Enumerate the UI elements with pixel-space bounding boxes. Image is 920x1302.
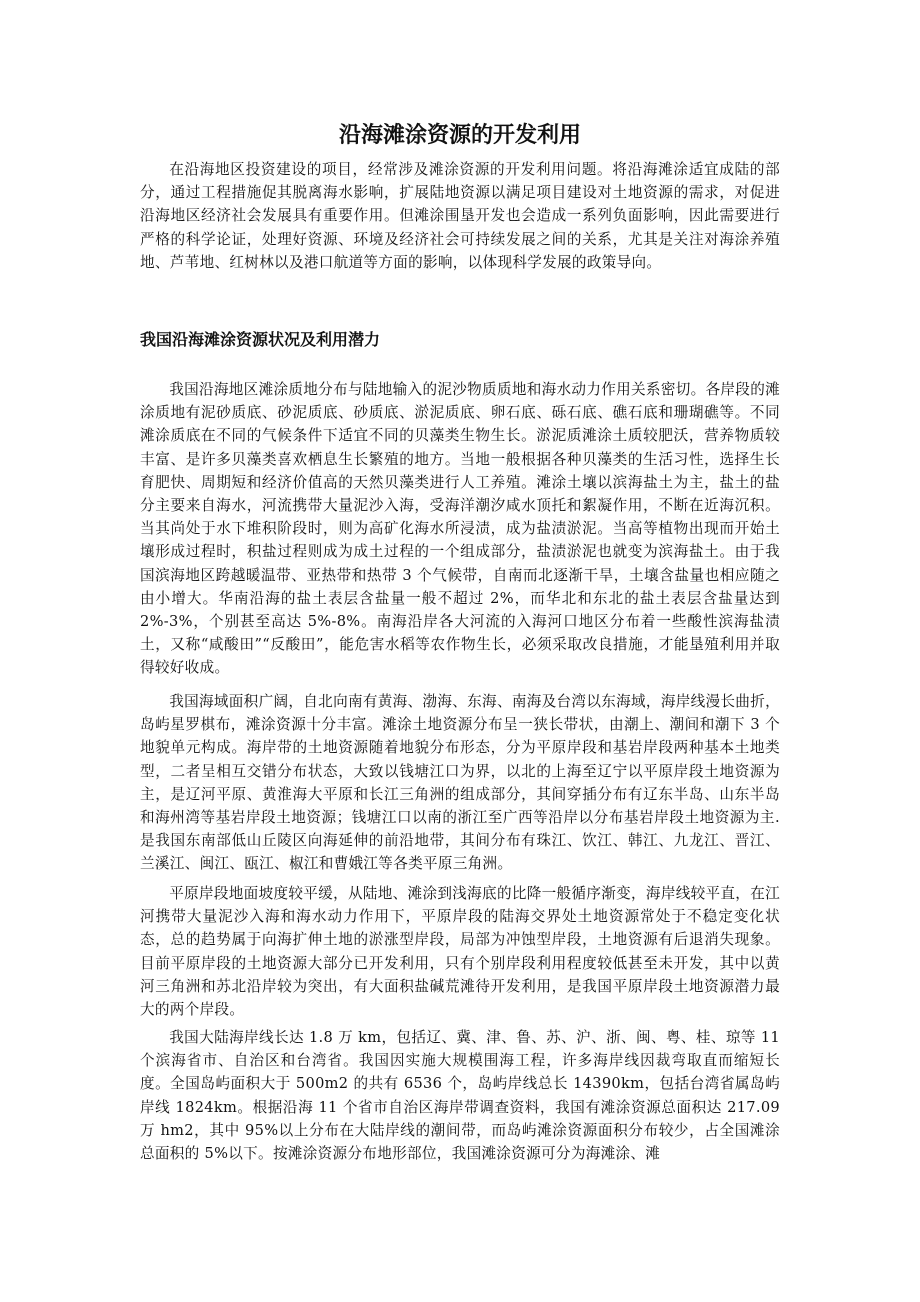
body-paragraph: 我国海域面积广阔，自北向南有黄海、渤海、东海、南海及台湾以东海域，海岸线漫长曲折，岛屿星罗棋布，滩涂资源十分丰富。滩涂土地资源分布呈一狭长带状，由潮上、潮间和潮下 3 个地貌单元构成。海岸带的土地资源随着地貌分布形态，分为平原岸段和基岩岸段两种基本土地类型，二者呈相互交错分布状态，大致以钱塘江口为界，以北的上海至辽宁以平原岸段土地资源为主，是辽河平原、黄淮海大平原和长江三角洲的组成部分，其间穿插分布有辽东半岛、山东半岛和海州湾等基岩岸段土地资源；钱塘江口以南的浙江至广西等沿岸以分布基岩岸段土地资源为主.是我国东南部低山丘陵区向海延伸的前沿地带，其间分布有珠江、饮江、韩江、九龙江、晋江、兰溪江、闽江、瓯江、椒江和曹娥江等各类平原三角洲。 bbox=[140, 693, 780, 873]
document-title: 沿海滩涂资源的开发利用 bbox=[338, 122, 581, 148]
body-paragraph: 平原岸段地面坡度较平缓，从陆地、滩涂到浅海底的比降一般循序渐变，海岸线较平直，在江河携带大量泥沙入海和海水动力作用下，平原岸段的陆海交界处土地资源常处于不稳定变化状态，总的趋势属于向海扩伸土地的淤涨型岸段，局部为冲蚀型岸段，土地资源有后退消失现象。目前平原岸段的土地资源大部分已开发利用，只有个别岸段利用程度较低甚至未开发，其中以黄河三角洲和苏北沿岸较为突出，有大面积盐碱荒滩待开发利用，是我国平原岸段土地资源潜力最大的两个岸段。 bbox=[140, 885, 780, 1019]
body-paragraph: 我国大陆海岸线长达 1.8 万 km，包括辽、冀、津、鲁、苏、沪、浙、闽、粤、桂、琼等 11 个滨海省市、自治区和台湾省。我国因实施大规模围海工程，许多海岸线因裁弯取直而缩短长度。全国岛屿面积大于 500m2 的共有 6536 个，岛屿岸线总长 14390km，包括台湾省属岛屿岸线 1824km。根据沿海 11 个省市自治区海岸带调查资料，我国有滩涂资源总面积达 217.09 万 hm2，其中 95%以上分布在大陆岸线的潮间带，而岛屿滩涂资源面积分布较少，占全国滩涂总面积的 5%以下。按滩涂资源分布地形部位，我国滩涂资源可分为海滩涂、滩 bbox=[140, 1029, 780, 1163]
body-paragraph: 我国沿海地区滩涂质地分布与陆地输入的泥沙物质质地和海水动力作用关系密切。各岸段的滩涂质地有泥砂质底、砂泥质底、砂质底、淤泥质底、卵石底、砾石底、礁石底和珊瑚礁等。不同滩涂质底在不同的气候条件下适宜不同的贝藻类生物生长。淤泥质滩涂土质较肥沃，营养物质较丰富、是许多贝藻类喜欢栖息生长繁殖的地方。当地一般根据各种贝藻类的生活习性，选择生长育肥快、周期短和经济价值高的天然贝藻类进行人工养殖。滩涂土壤以滨海盐土为主，盐土的盐分主要来自海水，河流携带大量泥沙入海，受海洋潮汐咸水顶托和絮凝作用，不断在近海沉积。当其尚处于水下堆积阶段时，则为高矿化海水所浸渍，成为盐渍淤泥。当高等植物出现而开始土壤形成过程时，积盐过程则成为成土过程的一个组成部分，盐渍淤泥也就变为滨海盐土。由于我国滨海地区跨越暖温带、亚热带和热带 3 个气候带，自南而北逐渐干旱，土壤含盐量也相应随之由小增大。华南沿海的盐土表层含盐量一般不超过 2%，而华北和东北的盐土表层含盐量达到 2%-3%，个别甚至高达 5%-8%。南海沿岸各大河流的入海河口地区分布着一些酸性滨海盐渍土，又称“咸酸田”“反酸田”，能危害水稻等农作物生长，必须采取改良措施，才能垦殖利用并取得较好收成。 bbox=[140, 381, 780, 677]
section-heading: 我国沿海滩涂资源状况及利用潜力 bbox=[140, 330, 381, 349]
intro-paragraph: 在沿海地区投资建设的项目，经常涉及滩涂资源的开发利用问题。将沿海滩涂适宜成陆的部分，通过工程措施促其脱离海水影响，扩展陆地资源以满足项目建设对土地资源的需求，对促进沿海地区经济社会发展具有重要作用。但滩涂围垦开发也会造成一系列负面影响，因此需要进行严格的科学论证，处理好资源、环境及经济社会可持续发展之间的关系，尤其是关注对海涂养殖地、芦苇地、红树林以及港口航道等方面的影响，以体现科学发展的政策导向。 bbox=[140, 161, 780, 271]
